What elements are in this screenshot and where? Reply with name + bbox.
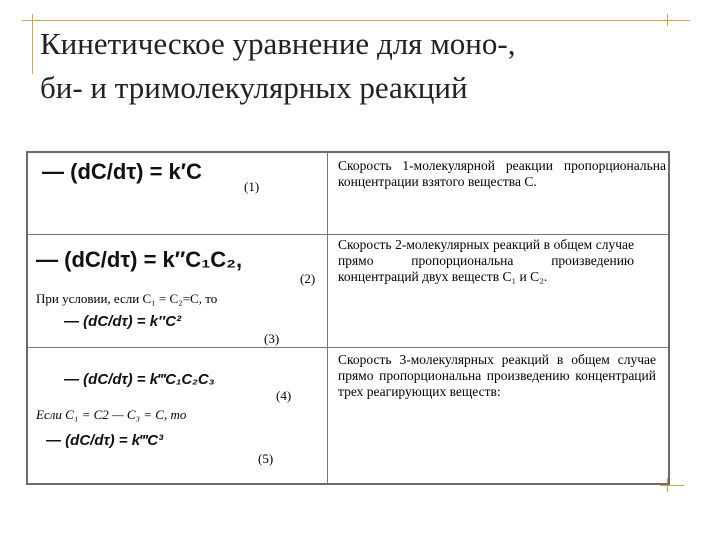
equation-number-3: (3) xyxy=(264,331,280,346)
description-row-1: Скорость 1-молекулярной реакции пропорциональна концентрации взятого вещества С. xyxy=(338,158,666,189)
title-line-2: би- и тримолекулярных реакций xyxy=(40,70,468,105)
title-line-1: Кинетическое уравнение для моно-, xyxy=(40,26,516,61)
equations-table xyxy=(26,151,670,485)
equation-2: — (dC/dτ) = k″C₁C₂, xyxy=(36,247,243,272)
equation-number-5: (5) xyxy=(258,451,274,466)
row-divider-1 xyxy=(28,234,668,235)
slide-title xyxy=(40,22,700,110)
column-divider xyxy=(327,153,328,483)
equation-4: — (dC/dτ) = k‴C₁C₂C₃ xyxy=(64,371,215,388)
condition-row-3: Если С₁ = С2 — С₃ = С, то xyxy=(36,407,187,422)
equation-number-1: (1) xyxy=(244,179,260,194)
description-row-3: Скорость 3-молекулярных реакций в общем случае прямо пропорциональна произведению концентраций трех реагирующих веществ: xyxy=(338,352,656,399)
equation-number-4: (4) xyxy=(276,388,292,403)
equation-5: — (dC/dτ) = k‴C³ xyxy=(46,432,164,449)
description-row-2: Скорость 2-молекулярных реакций в общем случае прямо пропорциональна произведению концентраций двух веществ С₁ и С₂. xyxy=(338,237,634,284)
equation-1: — (dC/dτ) = k′C xyxy=(42,159,202,184)
decor-line-top xyxy=(22,20,690,21)
decor-corner-horizontal xyxy=(660,485,684,486)
equation-number-2: (2) xyxy=(300,271,316,286)
equation-3: — (dC/dτ) = k″C² xyxy=(64,313,182,330)
row-divider-2 xyxy=(28,347,668,348)
condition-row-2: При условии, если С₁ = С₂=С, то xyxy=(36,291,218,306)
decor-line-left xyxy=(32,14,33,74)
